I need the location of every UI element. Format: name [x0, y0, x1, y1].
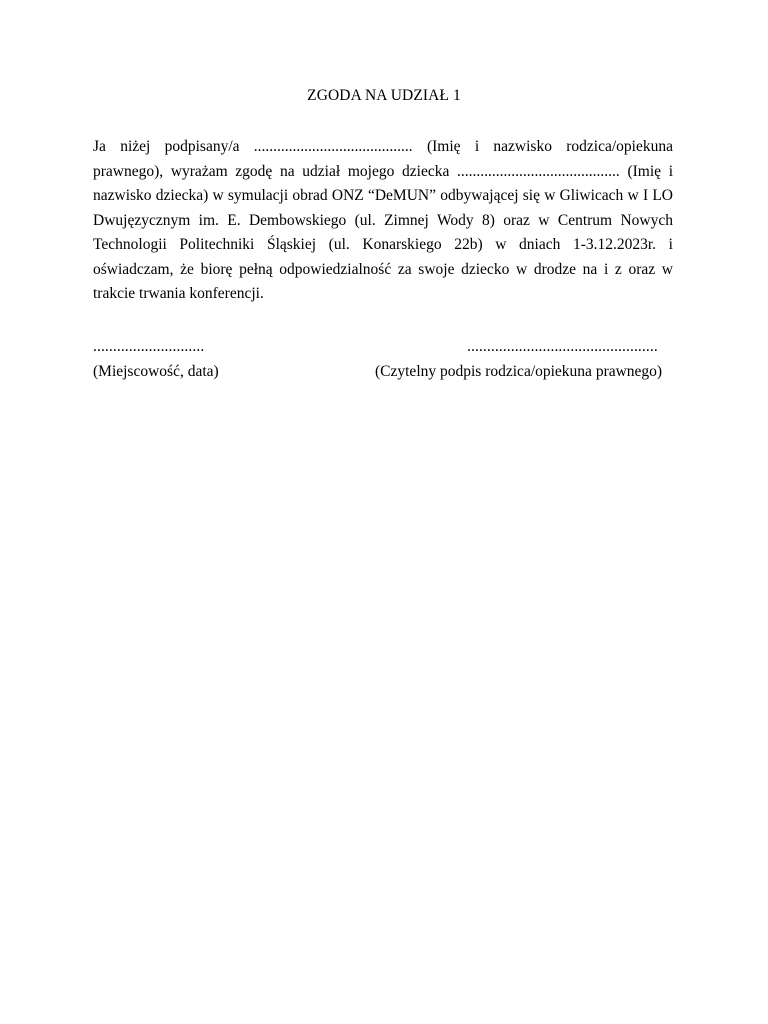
document-title: ZGODA NA UDZIAŁ 1 [307, 87, 461, 104]
signature-label: (Czytelny podpis rodzica/opiekuna prawnego) [375, 363, 663, 380]
signature-line: ................................................ [467, 338, 658, 355]
consent-paragraph: Ja niżej podpisany/a ......................................... (Imię i nazwisko rodzica/opiekuna prawnego), wyrażam zgodę na udział mojego dziecka .......................................... (Imię i nazwisko dziecka) w symulacji obrad ONZ “DeMUN” odbywającej się w Gliwicach w I LO Dwujęzycznym im. E. Dembowskiego (ul. Zimnej Wody 8) oraz w Centrum Nowych Technologii Politechniki Śląskiej (ul. Konarskiego 22b) w dniach 1-3.12.2023r. i oświadczam, że biorę pełną odpowiedzialność za swoje dziecko w drodze na i z oraz w trakcie trwania konferencji. [93, 138, 673, 302]
place-date-label: (Miejscowość, data) [93, 363, 219, 380]
place-date-line: ............................ [93, 338, 205, 355]
